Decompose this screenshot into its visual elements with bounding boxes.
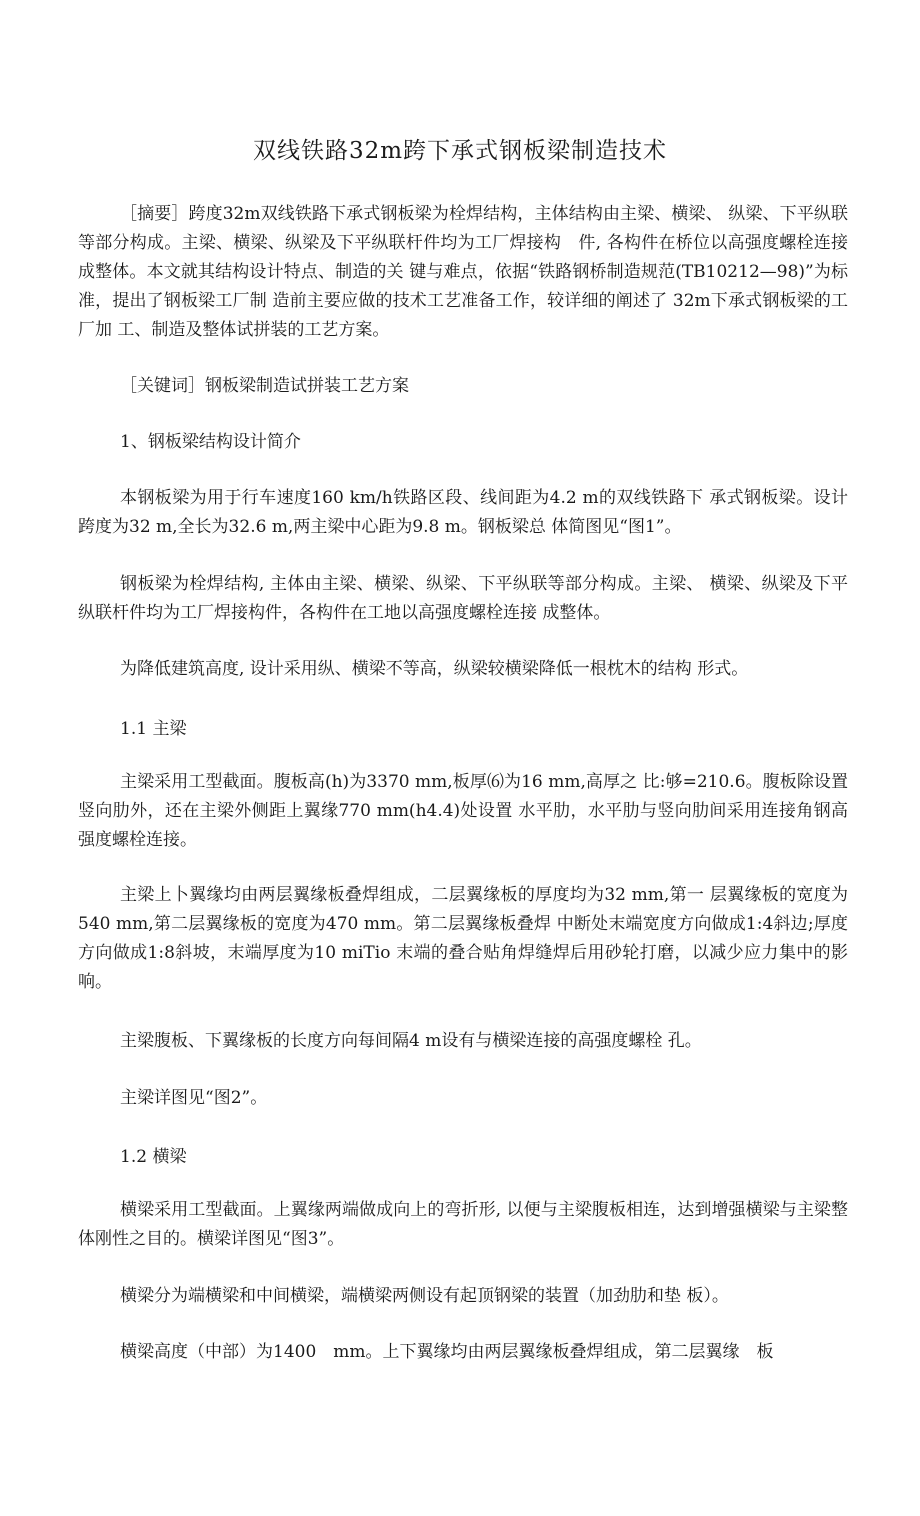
keywords-paragraph: ［关键词］钢板梁制造试拼装工艺方案 xyxy=(120,376,409,396)
body-paragraph: 主梁详图见“图2”。 xyxy=(120,1088,268,1108)
section-heading-1: 1、钢板梁结构设计简介 xyxy=(120,432,301,452)
body-paragraph: 钢板梁为栓焊结构, 主体由主梁、横梁、纵梁、下平纵联等部分构成。主梁、 横梁、纵梁及下平纵联杆件均为工厂焊接构件，各构件在工地以高强度螺栓连接 成整体。 xyxy=(78,574,848,623)
document-title: 双线铁路32m跨下承式钢板梁制造技术 xyxy=(252,138,668,164)
body-paragraph: 主梁腹板、下翼缘板的长度方向每间隔4 m设有与横梁连接的高强度螺栓 孔。 xyxy=(120,1031,702,1051)
abstract-paragraph: ［摘要］跨度32m双线铁路下承式钢板梁为栓焊结构，主体结构由主梁、横梁、 纵梁、下平纵联等部分构成。主梁、横梁、纵梁及下平纵联杆件均为工厂焊接构 件, 各构件在桥位以高强度螺栓连接成整体。本文就其结构设计特点、制造的关 键与难点，依据“铁路钢桥制造规范(TB10212—98)”为标准，提出了钢板梁工厂制 造前主要应做的技术工艺准备工作，较详细的阐述了 32m下承式钢板梁的工厂加 工、制造及整体试拼装的工艺方案。 xyxy=(78,204,848,340)
section-heading-1-1: 1.1 主梁 xyxy=(120,719,187,739)
section-heading-1-2: 1.2 横梁 xyxy=(120,1147,187,1167)
body-paragraph: 横梁高度（中部）为1400 mm。上下翼缘均由两层翼缘板叠焊组成，第二层翼缘 板 xyxy=(120,1342,774,1362)
body-paragraph: 为降低建筑高度, 设计采用纵、横梁不等高，纵梁较横梁降低一根枕木的结构 形式。 xyxy=(120,659,749,679)
body-paragraph: 主梁采用工型截面。腹板高(h)为3370 mm,板厚⑹为16 mm,高厚之 比:够=210.6。腹板除设置竖向肋外，还在主梁外侧距上翼缘770 mm(h4.4)处设置 水平肋，水平肋与竖向肋间采用连接角钢高强度螺栓连接。 xyxy=(78,772,848,850)
body-paragraph: 本钢板梁为用于行车速度160 km/h铁路区段、线间距为4.2 m的双线铁路下 承式钢板梁。设计跨度为32 m,全长为32.6 m,两主梁中心距为9.8 m。钢板梁总 体简图见“图1”。 xyxy=(78,488,848,537)
body-paragraph: 主梁上卜翼缘均由两层翼缘板叠焊组成，二层翼缘板的厚度均为32 mm,第一 层翼缘板的宽度为540 mm,第二层翼缘板的宽度为470 mm。第二层翼缘板叠焊 中断处末端宽度方向做成1:4斜边;厚度方向做成1:8斜坡，末端厚度为10 miTio 末端的叠合贴角焊缝焊后用砂轮打磨，以减少应力集中的影响。 xyxy=(78,885,848,992)
body-paragraph: 横梁采用工型截面。上翼缘两端做成向上的弯折形, 以便与主梁腹板相连，达到增强横梁与主梁整体刚性之目的。横梁详图见“图3”。 xyxy=(78,1200,848,1249)
body-paragraph: 横梁分为端横梁和中间横梁，端横梁两侧设有起顶钢梁的装置（加劲肋和垫 板）。 xyxy=(120,1286,729,1306)
